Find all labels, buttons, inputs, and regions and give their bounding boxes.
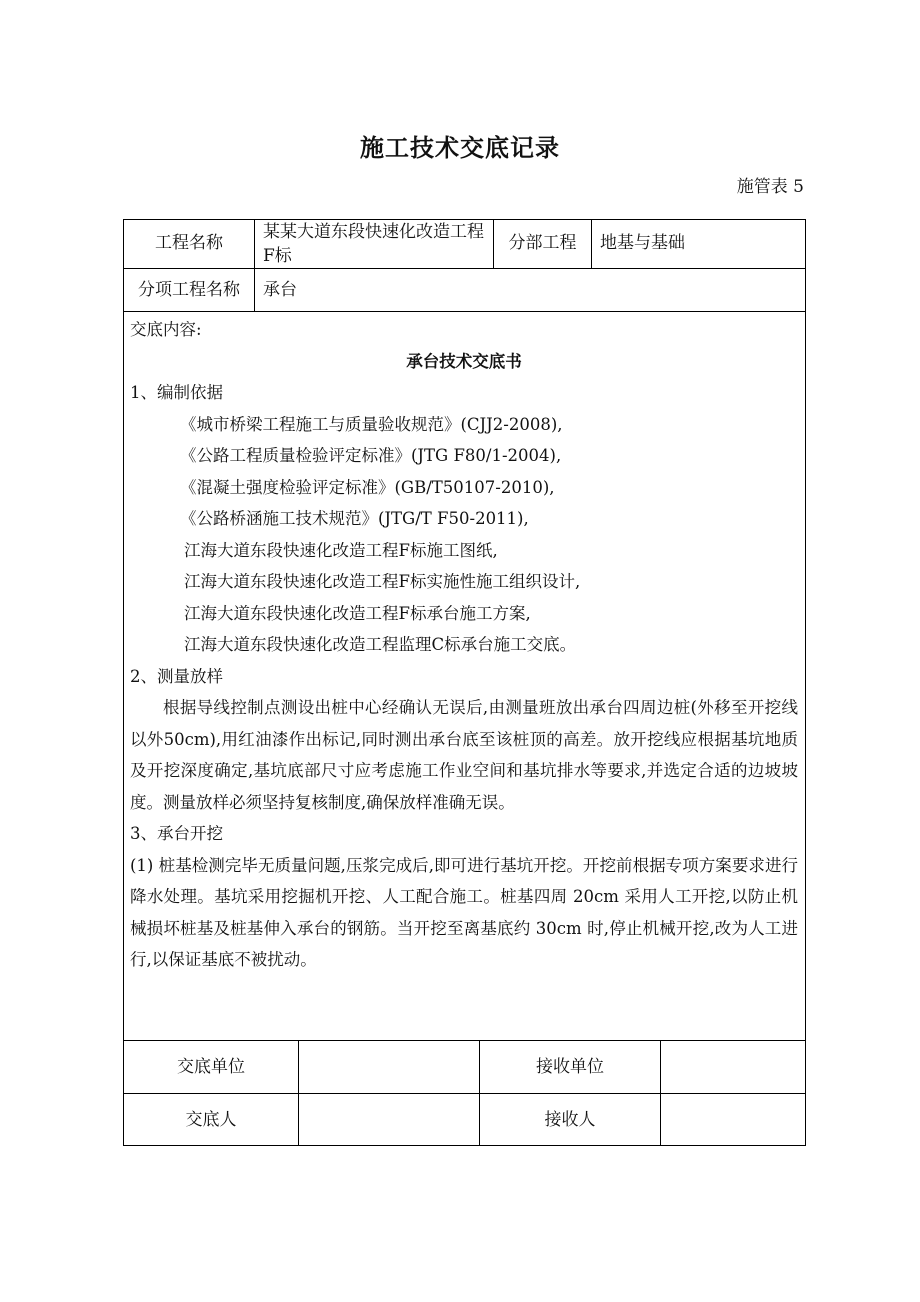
basis-item: 《公路工程质量检验评定标准》(JTG F80/1-2004), bbox=[180, 446, 562, 465]
doc-item: 江海大道东段快速化改造工程F标实施性施工组织设计, bbox=[184, 572, 581, 591]
content-heading: 承台技术交底书 bbox=[406, 351, 522, 371]
receiver-field[interactable] bbox=[661, 1094, 805, 1146]
section2-title: 2、测量放样 bbox=[130, 666, 223, 686]
section3-text: (1) 桩基检测完毕无质量问题,压浆完成后,即可进行基坑开挖。开挖前根据专项方案要求进行降水处理。基坑采用挖掘机开挖、人工配合施工。桩基四周 20cm 采用人工开挖,以防止机械损坏桩基及桩基伸入承台的钢筋。当开挖至离基底约 30cm 时,停止机械开挖,改为人工进行,以保证基底不被扰动。 bbox=[130, 855, 798, 969]
receiving-unit-field[interactable] bbox=[661, 1041, 805, 1093]
project-name-label: 工程名称 bbox=[155, 233, 223, 253]
handover-content bbox=[130, 314, 798, 976]
handover-unit-field[interactable] bbox=[299, 1041, 479, 1093]
basis-item: 《公路桥涵施工技术规范》(JTG/T F50-2011), bbox=[180, 509, 529, 528]
section1-title: 1、编制依据 bbox=[130, 383, 223, 402]
division-value: 地基与基础 bbox=[600, 233, 685, 253]
section3-title: 3、承台开挖 bbox=[130, 824, 223, 843]
basis-item: 《城市桥梁工程施工与质量验收规范》(CJJ2-2008), bbox=[180, 414, 563, 434]
form-number: 施管表 5 bbox=[736, 177, 804, 197]
doc-item: 江海大道东段快速化改造工程F标承台施工方案, bbox=[184, 603, 531, 623]
subitem-label: 分项工程名称 bbox=[138, 280, 240, 300]
document-title: 施工技术交底记录 bbox=[360, 134, 560, 162]
handover-person-field[interactable] bbox=[299, 1094, 479, 1146]
col-divider bbox=[591, 219, 592, 268]
division-label: 分部工程 bbox=[508, 233, 577, 253]
basis-item: 《混凝土强度检验评定标准》(GB/T50107-2010), bbox=[180, 477, 555, 497]
subitem-value: 承台 bbox=[263, 280, 297, 300]
doc-item: 江海大道东段快速化改造工程F标施工图纸, bbox=[184, 540, 498, 560]
col-divider bbox=[254, 219, 255, 311]
row-divider bbox=[123, 268, 806, 269]
project-name-value: 某某大道东段快速化改造工程F标 bbox=[263, 222, 484, 266]
receiving-unit-label: 接收单位 bbox=[536, 1057, 604, 1077]
row-divider bbox=[123, 311, 806, 312]
content-intro-label: 交底内容: bbox=[130, 320, 202, 339]
section2-text: 根据导线控制点测设出桩中心经确认无误后,由测量班放出承台四周边桩(外移至开挖线以外50cm),用红油漆作出标记,同时测出承台底至该桩顶的高差。放开挖线应根据基坑地质及开挖深度确定,基坑底部尺寸应考虑施工作业空间和基坑排水等要求,并选定合适的边坡坡度。测量放样必须坚持复核制度,确保放样准确无误。 bbox=[130, 698, 798, 812]
handover-unit-label: 交底单位 bbox=[177, 1057, 245, 1077]
handover-person-label: 交底人 bbox=[185, 1110, 237, 1130]
receiver-label: 接收人 bbox=[544, 1110, 596, 1130]
doc-item: 江海大道东段快速化改造工程监理C标承台施工交底。 bbox=[184, 635, 577, 654]
